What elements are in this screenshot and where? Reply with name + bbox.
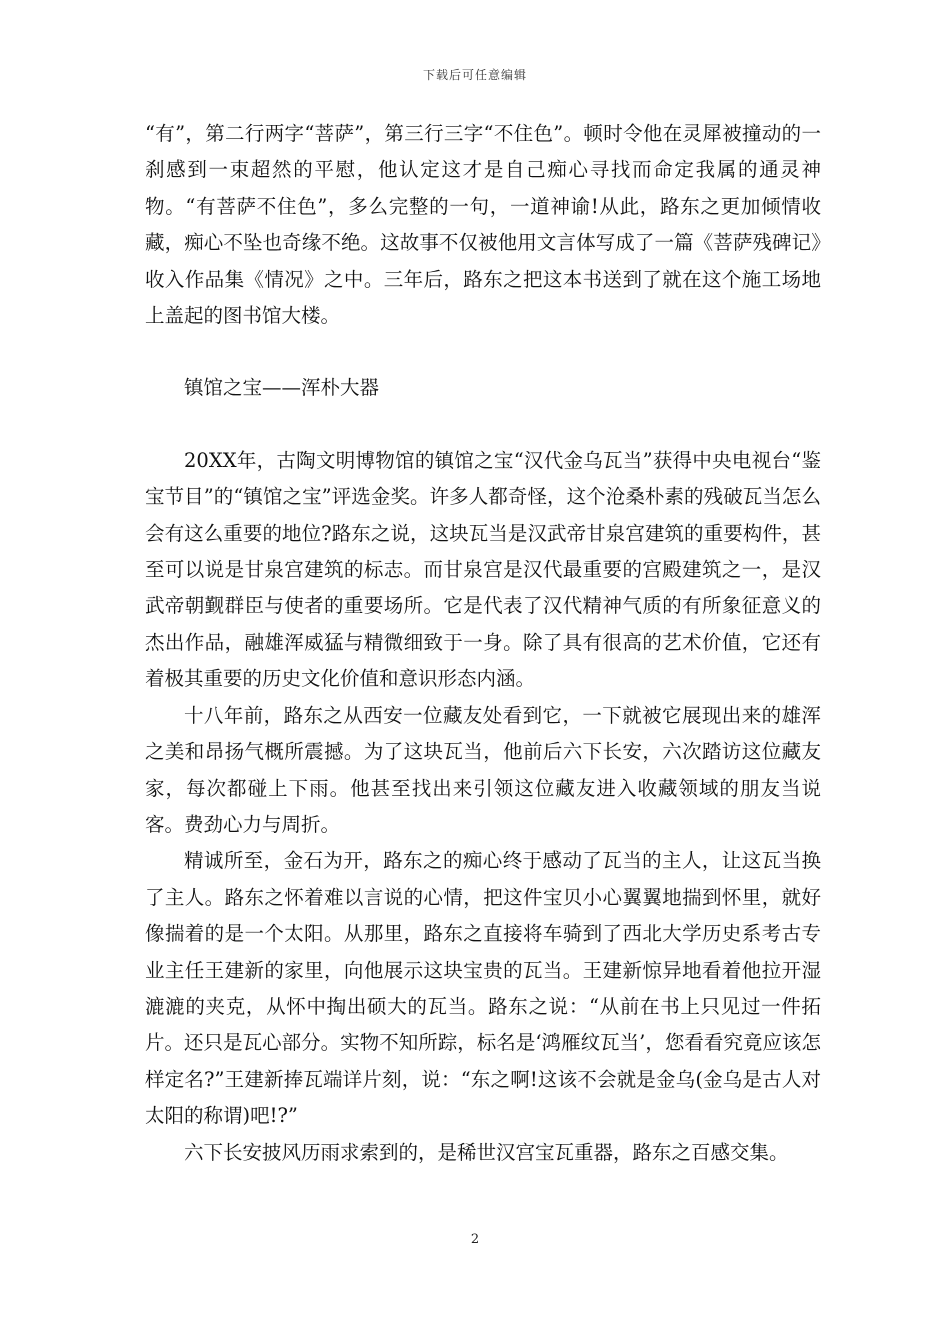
document-body [145,116,821,1171]
paragraph: 精诚所至，金石为开，路东之的痴心终于感动了瓦当的主人，让这瓦当换了主人。路东之怀着难以言说的心情，把这件宝贝小心翼翼地揣到怀里，就好像揣着的是一个太阳。从那里，路东之直接将车骑到了西北大学历史系考古专业主任王建新的家里，向他展示这块宝贵的瓦当。王建新惊异地看着他拉开湿漉漉的夹克，从怀中掏出硕大的瓦当。路东之说：“从前在书上只见过一件拓片。还只是瓦心部分。实物不知所踪，标名是‘鸿雁纹瓦当’，您看看究竟应该怎样定名?”王建新捧瓦端详片刻，说：“东之啊!这该不会就是金乌(金乌是古人对太阳的称谓)吧!?” [145,849,821,1128]
section-heading: 镇馆之宝——浑朴大器 [184,376,380,400]
paragraph: 六下长安披风历雨求索到的，是稀世汉宫宝瓦重器，路东之百感交集。 [184,1140,789,1164]
paragraph: 20XX年，古陶文明博物馆的镇馆之宝“汉代金乌瓦当”获得中央电视台“鉴宝节目”的“镇馆之宝”评选金奖。许多人都奇怪，这个沧桑朴素的残破瓦当怎么会有这么重要的地位?路东之说，这块瓦当是汉武帝甘泉宫建筑的重要构件，甚至可以说是甘泉宫建筑的标志。而甘泉宫是汉代最重要的宫殿建筑之一，是汉武帝朝觐群臣与使者的重要场所。它是代表了汉代精神气质的有所象征意义的杰出作品，融雄浑威猛与精微细致于一身。除了具有很高的艺术价值，它还有着极其重要的历史文化价值和意识形态内涵。 [145,448,821,691]
paragraph: 十八年前，路东之从西安一位藏友处看到它，一下就被它展现出来的雄浑之美和昂扬气概所震撼。为了这块瓦当，他前后六下长安，六次踏访这位藏友家，每次都碰上下雨。他甚至找出来引领这位藏友进入收藏领域的朋友当说客。费劲心力与周折。 [145,703,821,836]
page-number: 2 [470,1232,480,1247]
paragraph-continued: “有”，第二行两字“菩萨”，第三行三字“不住色”。顿时令他在灵犀被撞动的一刹感到一束超然的平慰，他认定这才是自己痴心寻找而命定我属的通灵神物。“有菩萨不住色”，多么完整的一句，一道神谕!从此，路东之更加倾情收藏，痴心不坠也奇缘不绝。这故事不仅被他用文言体写成了一篇《菩萨残碑记》收入作品集《情况》之中。三年后，路东之把这本书送到了就在这个施工场地上盖起的图书馆大楼。 [145,122,821,328]
page-header: 下载后可任意编辑 [422,68,527,82]
